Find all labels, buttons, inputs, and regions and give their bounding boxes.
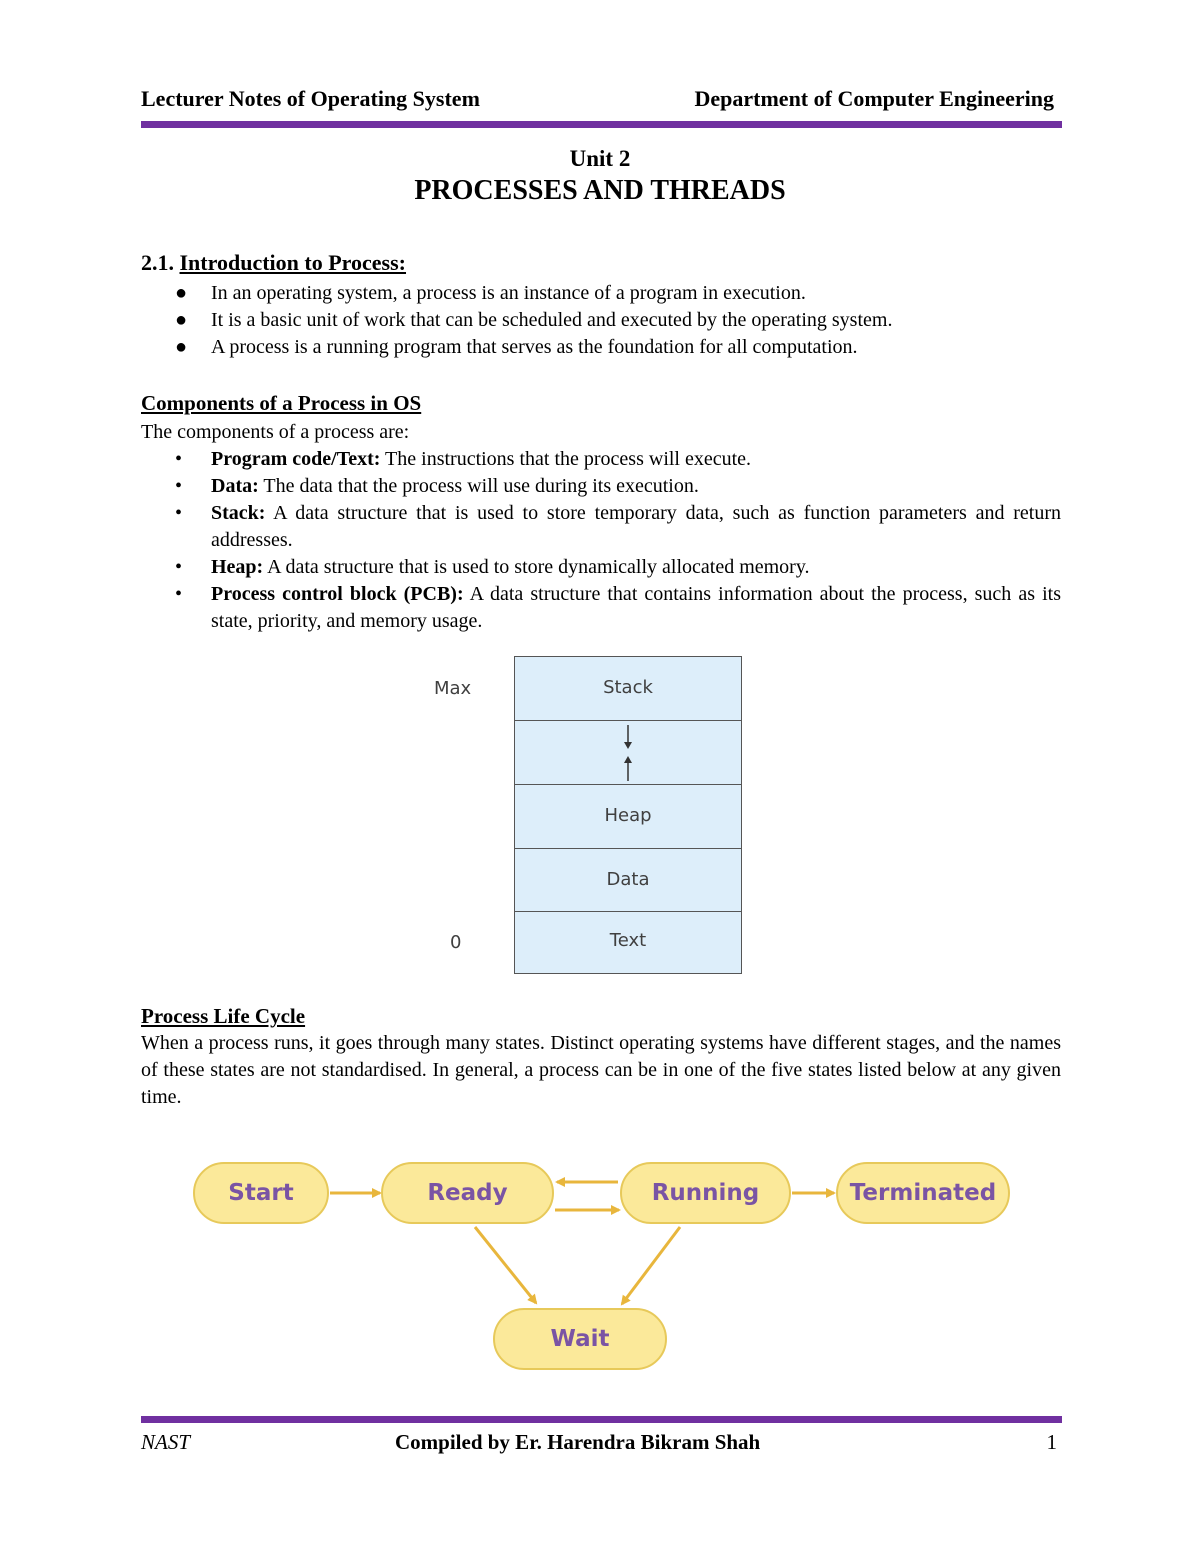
components-lead: The components of a process are: [141,421,410,443]
footer-left: NAST [141,1430,191,1454]
state-ready: Ready [381,1162,554,1224]
bullet-icon: • [175,556,183,578]
stack-heap-arrows-icon [515,721,741,783]
life-cycle-text: When a process runs, it goes through many states. Distinct operating systems have different stages, and the names of these states are not standardised. In general, a process can be in one of the five states listed below at any given time. [141,1032,1061,1108]
intro-bullet-list [141,280,1061,361]
list-item: ● It is a basic unit of work that can be scheduled and executed by the operating system. [141,307,1061,334]
memory-segment-heap: Heap [515,785,741,849]
components-list [141,446,1061,635]
bullet-icon: • [175,475,183,497]
list-item: • Heap: A data structure that is used to store dynamically allocated memory. [141,554,1061,581]
list-item: • Program code/Text: The instructions that the process will execute. [141,446,1061,473]
footer-center: Compiled by Er. Harendra Bikram Shah [395,1430,761,1454]
state-wait: Wait [493,1308,667,1370]
bullet-icon: ● [175,309,188,331]
memory-zero-label: 0 [450,932,462,953]
bullet-icon: • [175,448,183,470]
memory-segment-text: Text [609,930,647,951]
page-title: PROCESSES AND THREADS [414,175,786,206]
bullet-icon: • [175,502,183,524]
section-heading-intro [141,250,406,276]
components-heading: Components of a Process in OS [141,391,422,415]
section-title: Introduction to Process: [179,250,407,275]
page-number: 1 [1046,1430,1057,1454]
list-item: • Data: The data that the process will use during its execution. [141,473,1061,500]
section-number: 2.1. [141,250,174,275]
state-start: Start [193,1162,329,1224]
list-item: ● A process is a running program that serves as the foundation for all computation. [141,334,1061,361]
list-item: • Process control block (PCB): A data structure that contains information about the process, such as its state, priority, and memory usage. [175,583,1061,632]
memory-segment-data: Data [515,849,741,912]
state-running: Running [620,1162,791,1224]
header-rule [141,121,1062,128]
bullet-icon: • [175,583,183,605]
header-right: Department of Computer Engineering [694,86,1054,111]
arrow-ready-wait [475,1227,536,1303]
unit-label: Unit 2 [569,146,631,171]
process-memory-diagram [514,656,742,974]
memory-segment-gap [515,721,741,785]
life-cycle-heading: Process Life Cycle [141,1004,306,1028]
arrow-running-wait [622,1227,680,1304]
list-item: • Stack: A data structure that is used to store temporary data, such as function parameters and return addresses. [175,502,1061,551]
header-left: Lecturer Notes of Operating System [141,86,480,111]
memory-segment-stack: Stack [515,657,741,721]
bullet-icon: ● [175,336,188,358]
state-terminated: Terminated [836,1162,1010,1224]
list-item: ● In an operating system, a process is an instance of a program in execution. [141,280,1061,307]
memory-max-label: Max [434,678,472,699]
bullet-icon: ● [175,282,188,304]
footer-rule [141,1416,1062,1423]
